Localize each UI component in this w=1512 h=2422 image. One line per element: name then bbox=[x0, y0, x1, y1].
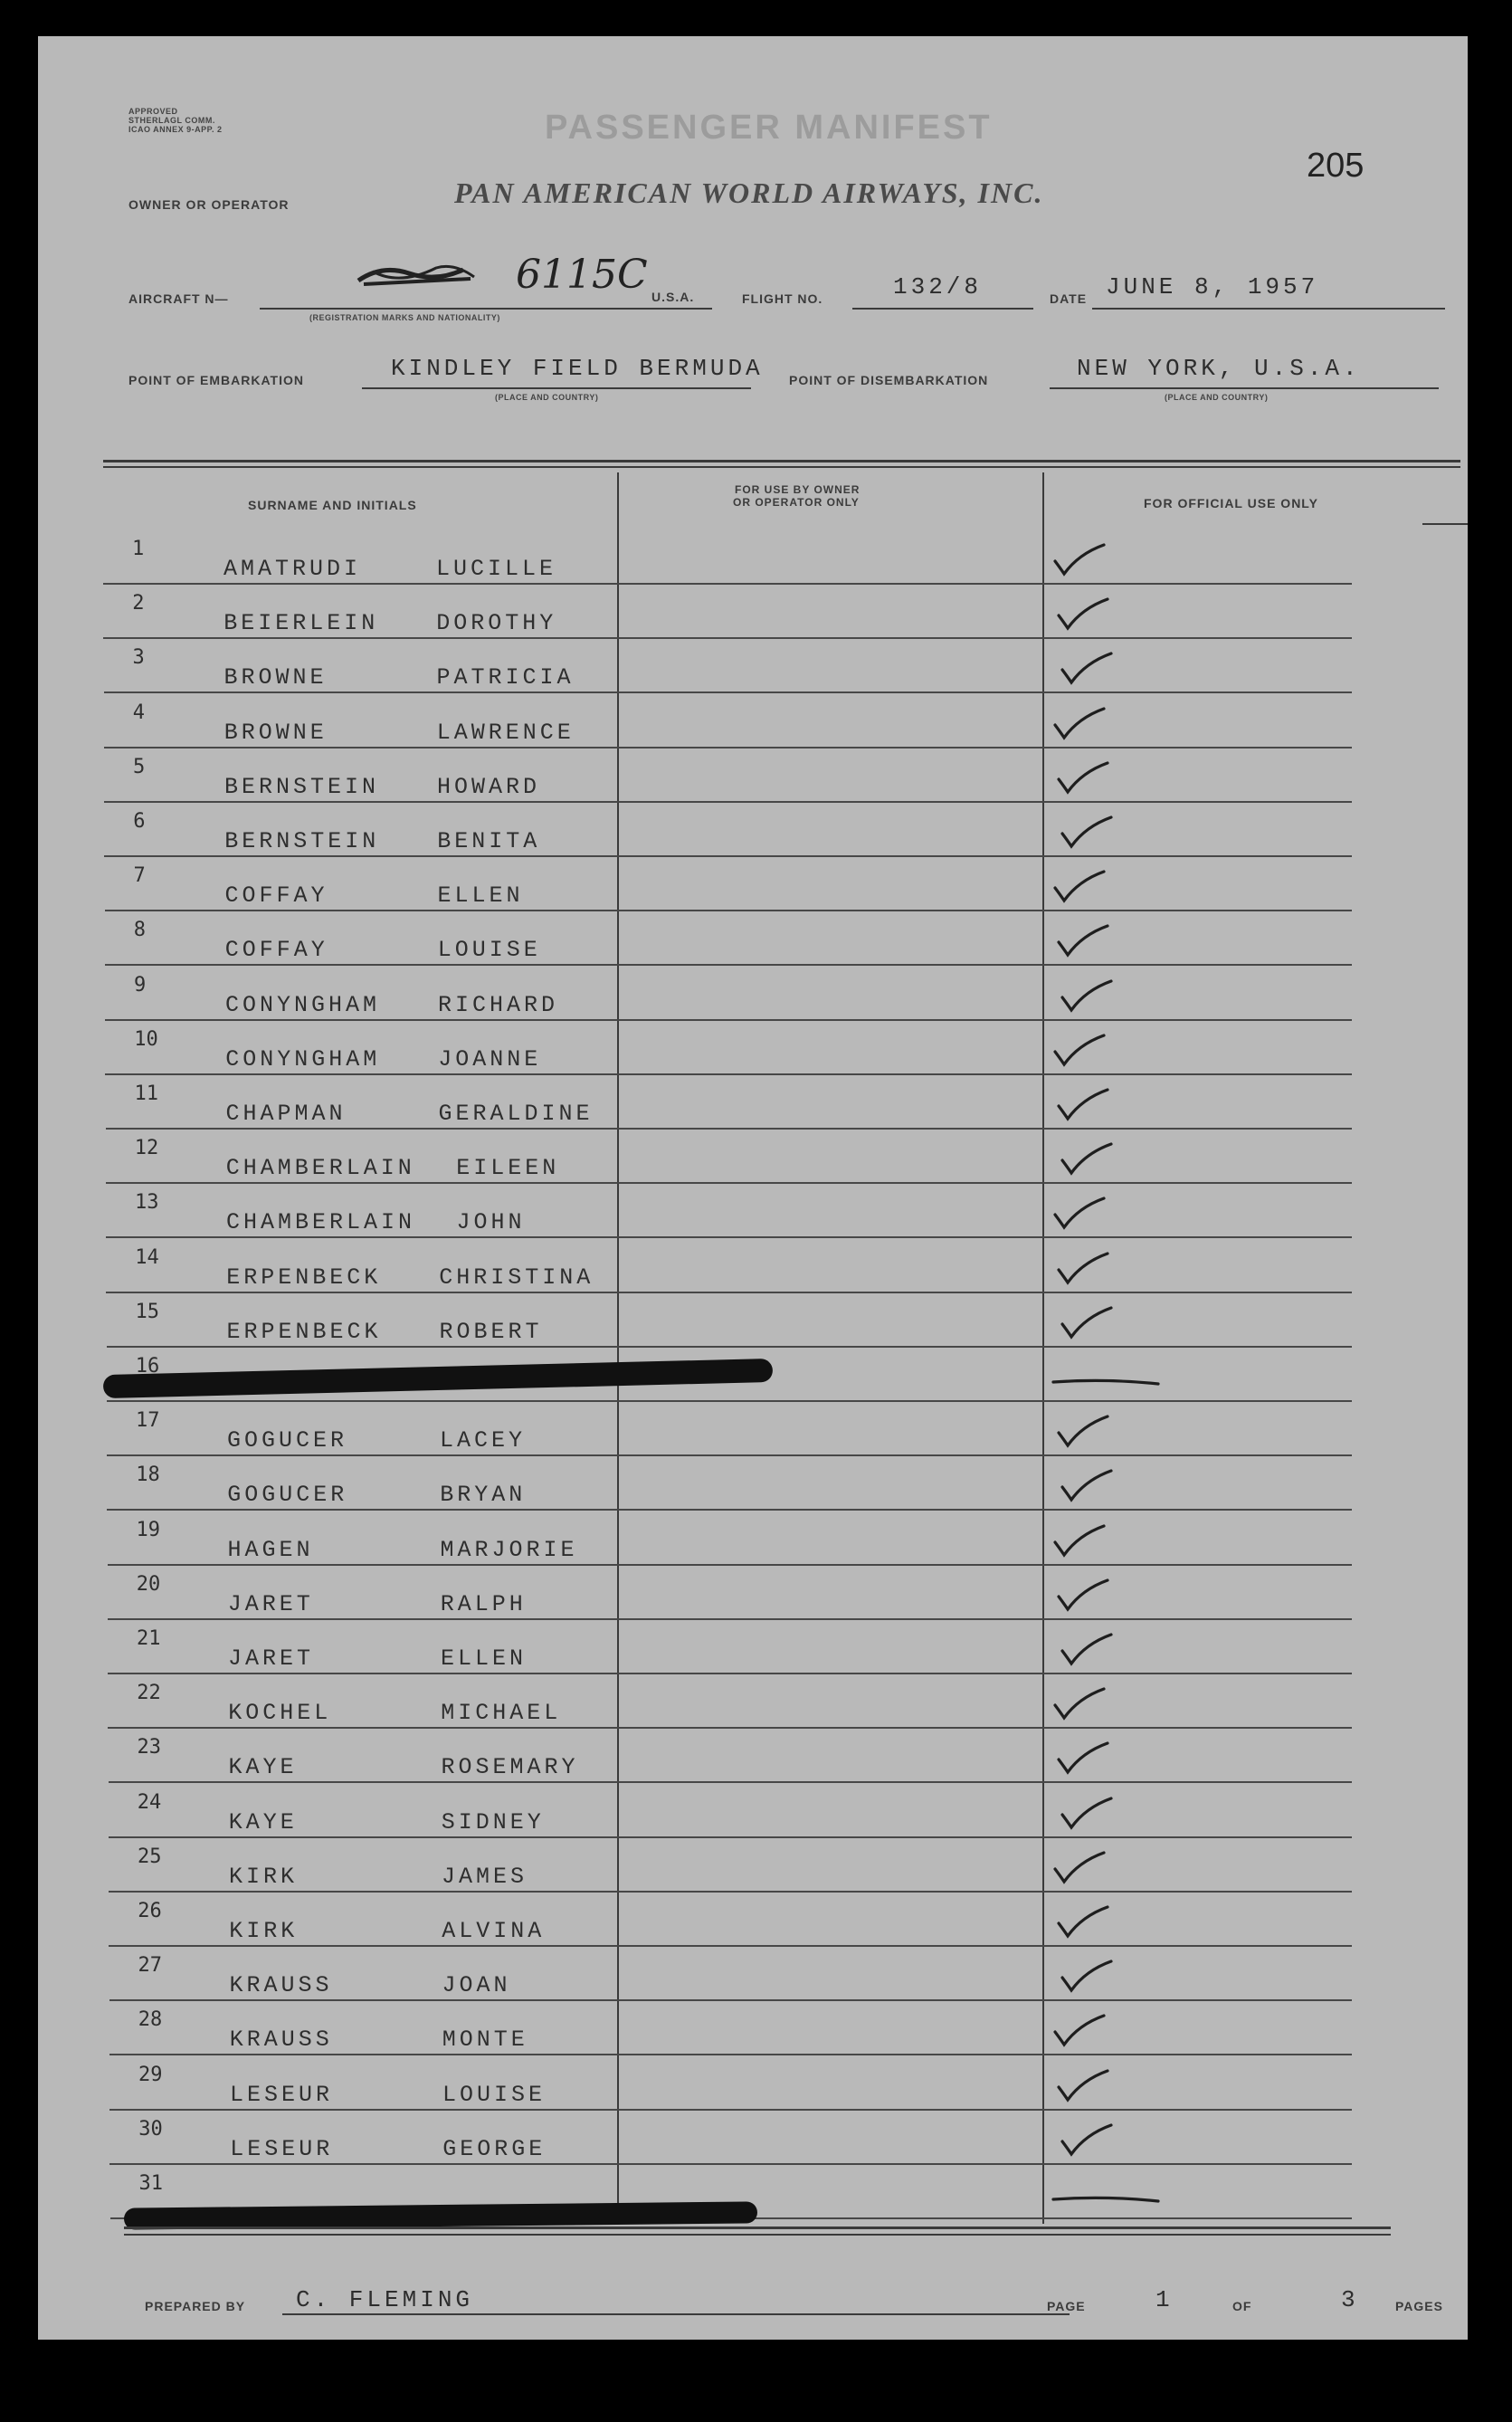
passenger-surname: LESEUR bbox=[230, 2081, 334, 2108]
row-number: 30 bbox=[138, 2117, 163, 2141]
passenger-surname: KRAUSS bbox=[229, 1972, 333, 1999]
aircraft-sublabel: (REGISTRATION MARKS AND NATIONALITY) bbox=[309, 313, 500, 322]
row-rule bbox=[106, 1236, 1352, 1238]
checkmark-icon bbox=[1051, 705, 1106, 741]
row-rule bbox=[108, 1618, 1352, 1620]
checkmark-icon bbox=[1059, 814, 1113, 850]
passenger-given-name: PATRICIA bbox=[436, 664, 575, 691]
passenger-surname: COFFAY bbox=[224, 882, 328, 910]
passenger-given-name: RALPH bbox=[440, 1590, 527, 1617]
approval-line-3: ICAO ANNEX 9-APP. 2 bbox=[128, 125, 223, 134]
row-number: 19 bbox=[136, 1518, 160, 1541]
approval-line-1: APPROVED bbox=[128, 107, 178, 116]
checkmark-icon bbox=[1051, 1522, 1106, 1559]
passenger-surname: JARET bbox=[228, 1645, 315, 1672]
page-number: 205 bbox=[1307, 147, 1365, 185]
row-number: 7 bbox=[133, 864, 146, 888]
row-number: 21 bbox=[137, 1627, 161, 1650]
passenger-given-name: RICHARD bbox=[438, 991, 559, 1018]
row-number: 23 bbox=[137, 1736, 161, 1759]
row-number: 27 bbox=[138, 1954, 162, 1978]
passenger-given-name: SIDNEY bbox=[441, 1808, 545, 1836]
row-number: 9 bbox=[134, 973, 147, 996]
checkmark-icon bbox=[1055, 1577, 1109, 1613]
checkmark-icon bbox=[1055, 1740, 1109, 1776]
dash-mark-icon bbox=[1051, 1359, 1160, 1395]
checkmark-icon bbox=[1059, 977, 1113, 1014]
disembark-underline bbox=[1050, 387, 1439, 389]
row-number: 29 bbox=[138, 2063, 163, 2086]
passenger-surname: LESEUR bbox=[230, 2135, 334, 2162]
col-divider-1 bbox=[617, 472, 619, 2224]
checkmark-icon bbox=[1055, 1086, 1109, 1122]
passenger-given-name: DOROTHY bbox=[436, 610, 557, 637]
passenger-surname: CHAMBERLAIN bbox=[225, 1155, 415, 1182]
row-rule bbox=[109, 1945, 1352, 1947]
passenger-surname: KAYE bbox=[228, 1754, 298, 1781]
prepared-value: C. FLEMING bbox=[296, 2286, 474, 2313]
passenger-surname: CONYNGHAM bbox=[225, 1045, 381, 1073]
aircraft-country: U.S.A. bbox=[651, 290, 695, 304]
row-rule bbox=[108, 1564, 1353, 1566]
aircraft-label: AIRCRAFT N— bbox=[128, 291, 229, 306]
passenger-given-name: CHRISTINA bbox=[439, 1263, 594, 1291]
passenger-surname: CHAPMAN bbox=[225, 1101, 347, 1127]
checkmark-icon bbox=[1051, 2012, 1106, 2048]
passenger-surname: HAGEN bbox=[227, 1536, 314, 1563]
checkmark-icon bbox=[1055, 1413, 1109, 1449]
row-rule bbox=[109, 2054, 1352, 2055]
row-number: 4 bbox=[132, 701, 145, 724]
checkmark-icon bbox=[1055, 596, 1109, 632]
passenger-surname: BROWNE bbox=[223, 719, 328, 746]
owner-label: OWNER OR OPERATOR bbox=[128, 197, 290, 212]
checkmark-icon bbox=[1051, 868, 1106, 904]
col-official-header: FOR OFFICIAL USE ONLY bbox=[1144, 496, 1318, 510]
row-number: 25 bbox=[138, 1845, 162, 1868]
col-owner-header-2: OR OPERATOR ONLY bbox=[733, 496, 860, 509]
checkmark-icon bbox=[1055, 759, 1109, 796]
col-name-header: SURNAME AND INITIALS bbox=[248, 498, 417, 512]
passenger-surname: KIRK bbox=[229, 1863, 299, 1890]
row-rule bbox=[106, 1128, 1353, 1130]
passenger-given-name: ELLEN bbox=[437, 882, 524, 910]
passenger-given-name: LAWRENCE bbox=[436, 719, 575, 746]
checkmark-icon bbox=[1059, 2122, 1113, 2158]
row-rule bbox=[104, 801, 1352, 803]
embark-label: POINT OF EMBARKATION bbox=[128, 373, 304, 387]
row-number: 22 bbox=[137, 1682, 161, 1705]
row-number: 24 bbox=[137, 1790, 162, 1814]
row-number: 18 bbox=[136, 1464, 160, 1487]
date-label: DATE bbox=[1050, 291, 1088, 306]
checkmark-icon bbox=[1055, 2067, 1109, 2103]
disembark-sublabel: (PLACE AND COUNTRY) bbox=[1165, 393, 1269, 402]
row-number: 28 bbox=[138, 2008, 163, 2032]
checkmark-icon bbox=[1051, 1685, 1106, 1721]
row-rule bbox=[107, 1454, 1352, 1456]
checkmark-icon bbox=[1059, 1140, 1113, 1177]
passenger-given-name: MONTE bbox=[442, 2026, 528, 2054]
owner-value: PAN AMERICAN WORLD AIRWAYS, INC. bbox=[454, 176, 1044, 209]
row-number: 2 bbox=[132, 592, 145, 615]
checkmark-icon bbox=[1059, 1304, 1113, 1340]
prepared-label: PREPARED BY bbox=[145, 2299, 246, 2313]
row-number: 11 bbox=[134, 1082, 158, 1105]
aircraft-underline bbox=[260, 308, 712, 310]
row-number: 8 bbox=[133, 919, 146, 942]
embark-underline bbox=[362, 387, 751, 389]
checkmark-icon bbox=[1059, 1958, 1113, 1994]
passenger-surname: KIRK bbox=[229, 1918, 299, 1944]
row-number: 13 bbox=[135, 1191, 159, 1215]
row-rule bbox=[103, 583, 1352, 585]
of-value: 3 bbox=[1341, 2286, 1359, 2313]
passenger-surname: AMATRUDI bbox=[223, 556, 362, 582]
row-rule bbox=[109, 1999, 1353, 2001]
passenger-surname: GOGUCER bbox=[227, 1482, 348, 1509]
passenger-given-name: ROSEMARY bbox=[441, 1754, 579, 1781]
passenger-surname: ERPENBECK bbox=[226, 1263, 382, 1291]
passenger-given-name: BENITA bbox=[437, 828, 541, 854]
flight-underline bbox=[852, 308, 1033, 310]
passenger-surname: BEIERLEIN bbox=[223, 610, 379, 637]
passenger-given-name: GEORGE bbox=[442, 2135, 547, 2162]
row-number: 6 bbox=[133, 810, 146, 833]
row-rule bbox=[105, 1019, 1352, 1021]
passenger-given-name: JAMES bbox=[442, 1863, 528, 1890]
row-rule bbox=[105, 910, 1353, 911]
checkmark-icon bbox=[1051, 541, 1106, 577]
row-rule bbox=[109, 2109, 1352, 2111]
passenger-given-name: LOUISE bbox=[442, 2081, 547, 2108]
of-label: OF bbox=[1232, 2299, 1252, 2313]
table-bottom-rule bbox=[124, 2227, 1391, 2229]
passenger-surname: ERPENBECK bbox=[226, 1318, 382, 1345]
table-top-rule bbox=[103, 460, 1460, 462]
date-underline bbox=[1092, 308, 1445, 310]
passenger-surname: CHAMBERLAIN bbox=[226, 1209, 416, 1236]
checkmark-icon bbox=[1055, 1250, 1109, 1286]
row-number: 5 bbox=[133, 755, 146, 778]
passenger-given-name: GERALDINE bbox=[438, 1101, 594, 1127]
passenger-given-name: ELLEN bbox=[441, 1645, 528, 1672]
page-value: 1 bbox=[1155, 2286, 1174, 2313]
row-rule bbox=[104, 855, 1352, 857]
row-rule bbox=[104, 747, 1352, 749]
row-number: 15 bbox=[135, 1300, 159, 1323]
redaction-bar-16 bbox=[103, 1359, 773, 1398]
row-rule bbox=[107, 1509, 1352, 1511]
checkmark-icon bbox=[1059, 1795, 1113, 1831]
row-number: 10 bbox=[134, 1027, 158, 1051]
row-rule bbox=[104, 691, 1353, 693]
passenger-given-name: LACEY bbox=[440, 1427, 527, 1454]
row-rule bbox=[109, 1836, 1352, 1838]
prepared-underline bbox=[282, 2313, 1070, 2315]
passenger-surname: COFFAY bbox=[224, 937, 328, 964]
row-rule bbox=[103, 637, 1352, 639]
row-number: 16 bbox=[135, 1355, 160, 1378]
row-number: 20 bbox=[136, 1572, 161, 1596]
passenger-surname: JARET bbox=[227, 1590, 314, 1617]
page-label: PAGE bbox=[1047, 2299, 1086, 2313]
table-bottom-rule-2 bbox=[124, 2234, 1391, 2236]
checkmark-icon bbox=[1051, 1849, 1106, 1885]
passenger-given-name: JOAN bbox=[442, 1972, 511, 1999]
passenger-given-name: EILEEN bbox=[456, 1155, 560, 1182]
passenger-surname: BERNSTEIN bbox=[224, 828, 380, 854]
row-number: 14 bbox=[135, 1245, 159, 1269]
checkmark-icon bbox=[1059, 650, 1113, 686]
date-value: JUNE 8, 1957 bbox=[1106, 273, 1319, 300]
row-number: 31 bbox=[138, 2172, 163, 2195]
checkmark-icon bbox=[1051, 1032, 1106, 1068]
passenger-given-name: HOWARD bbox=[437, 773, 541, 800]
pages-label: PAGES bbox=[1395, 2299, 1443, 2313]
disembark-label: POINT OF DISEMBARKATION bbox=[789, 373, 989, 387]
passenger-given-name: JOHN bbox=[456, 1209, 526, 1236]
aircraft-value: 6115C bbox=[516, 252, 648, 298]
row-rule bbox=[107, 1346, 1353, 1348]
row-number: 1 bbox=[132, 538, 145, 560]
passenger-given-name: ROBERT bbox=[439, 1318, 543, 1345]
passenger-surname: KAYE bbox=[228, 1808, 298, 1836]
col-divider-2 bbox=[1042, 472, 1044, 2224]
row-rule bbox=[107, 1400, 1352, 1402]
manifest-title: PASSENGER MANIFEST bbox=[545, 109, 993, 147]
checkmark-icon bbox=[1059, 1467, 1113, 1503]
passenger-surname: GOGUCER bbox=[227, 1427, 348, 1454]
passenger-given-name: JOANNE bbox=[438, 1045, 542, 1073]
passenger-surname: CONYNGHAM bbox=[225, 991, 381, 1018]
passenger-surname: BROWNE bbox=[223, 664, 328, 691]
row-rule bbox=[109, 2163, 1352, 2165]
passenger-given-name: LOUISE bbox=[437, 937, 541, 964]
table-top-rule-2 bbox=[103, 466, 1460, 468]
passenger-given-name: LUCILLE bbox=[436, 556, 557, 582]
flight-label: FLIGHT NO. bbox=[742, 291, 823, 306]
row-rule bbox=[108, 1673, 1352, 1674]
checkmark-icon bbox=[1055, 1903, 1109, 1940]
redaction-bar-31 bbox=[124, 2201, 757, 2229]
passenger-surname: KOCHEL bbox=[228, 1700, 332, 1727]
struck-registration bbox=[355, 261, 481, 291]
passenger-given-name: BRYAN bbox=[440, 1482, 527, 1509]
flight-value: 132/8 bbox=[893, 273, 983, 300]
row-rule bbox=[108, 1727, 1352, 1729]
passenger-surname: KRAUSS bbox=[229, 2026, 333, 2054]
embark-sublabel: (PLACE AND COUNTRY) bbox=[495, 393, 599, 402]
checkmark-icon bbox=[1051, 1195, 1106, 1231]
approval-line-2: STHERLAGL COMM. bbox=[128, 116, 215, 125]
row-number: 3 bbox=[132, 646, 145, 670]
row-number: 17 bbox=[136, 1409, 160, 1433]
dash-mark-icon bbox=[1051, 2176, 1160, 2212]
row-rule bbox=[105, 1073, 1352, 1075]
row-number: 26 bbox=[138, 1900, 162, 1922]
row-rule bbox=[109, 1891, 1352, 1893]
row-number: 12 bbox=[134, 1137, 159, 1160]
checkmark-icon bbox=[1055, 922, 1109, 958]
passenger-given-name: MICHAEL bbox=[441, 1700, 562, 1727]
row-rule bbox=[106, 1292, 1352, 1293]
disembark-value: NEW YORK, U.S.A. bbox=[1077, 355, 1361, 382]
embark-value: KINDLEY FIELD BERMUDA bbox=[391, 355, 764, 382]
row-rule bbox=[106, 1182, 1352, 1184]
passenger-given-name: ALVINA bbox=[442, 1918, 546, 1944]
row-rule bbox=[109, 1781, 1353, 1783]
passenger-surname: BERNSTEIN bbox=[224, 773, 380, 800]
row-rule bbox=[105, 964, 1352, 966]
header-tick bbox=[1422, 523, 1468, 525]
col-owner-header-1: FOR USE BY OWNER bbox=[735, 483, 861, 496]
manifest-page bbox=[38, 36, 1468, 2340]
passenger-given-name: MARJORIE bbox=[440, 1536, 578, 1563]
checkmark-icon bbox=[1059, 1631, 1113, 1667]
